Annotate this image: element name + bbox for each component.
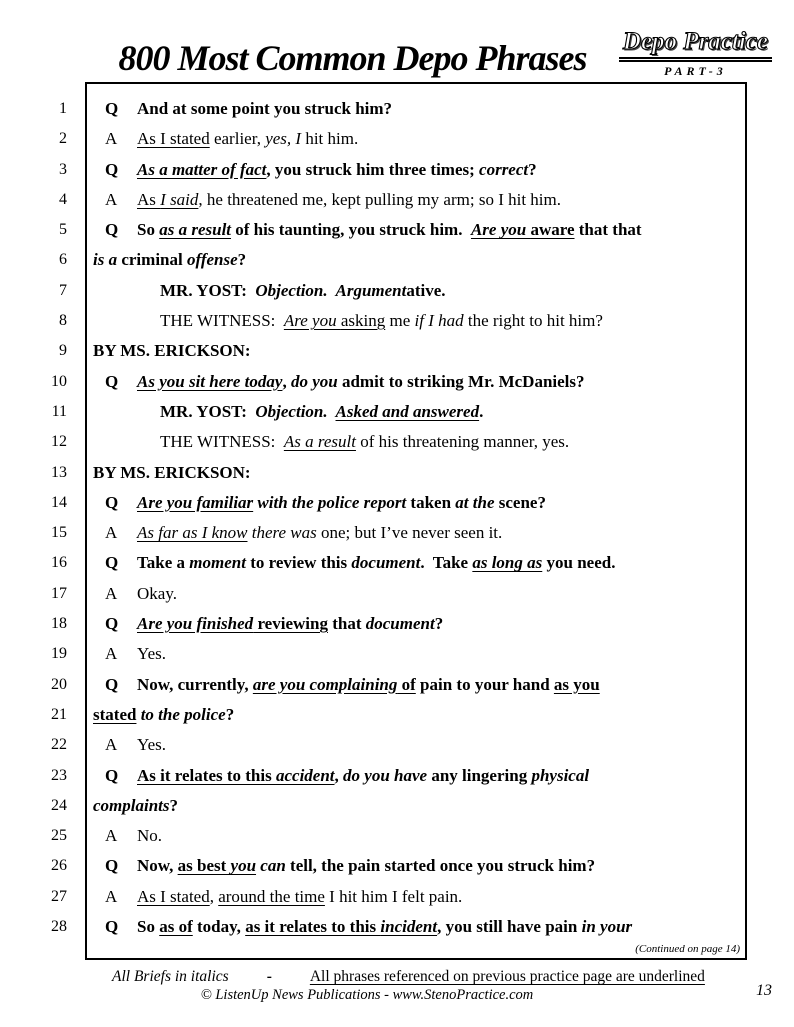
- qa-prefix: A: [105, 129, 118, 149]
- line-text: [85, 367, 794, 397]
- line-number: 18: [51, 615, 67, 633]
- line-text: [85, 185, 794, 215]
- text-segment: BY MS. ERICKSON:: [93, 462, 251, 482]
- text-segment: , you struck him three times;: [266, 159, 480, 179]
- line-number: 3: [59, 160, 67, 178]
- transcript-line: [0, 427, 794, 457]
- text-segment: MR. YOST:: [160, 280, 256, 300]
- text-segment: As a result: [283, 432, 356, 452]
- text-segment: asking: [340, 311, 386, 331]
- line-text: [85, 609, 794, 639]
- line-text: [85, 397, 794, 427]
- line-text: [85, 215, 794, 245]
- line-text: [85, 306, 794, 336]
- line-number: 2: [59, 130, 67, 148]
- text-segment: ?: [169, 795, 179, 815]
- text-segment: earlier,: [209, 129, 266, 149]
- transcript-line: [0, 124, 794, 154]
- text-segment: hit him.: [301, 129, 359, 149]
- logo-name: Depo Practice: [619, 28, 772, 62]
- transcript-line: [0, 488, 794, 518]
- text-segment: I said: [160, 189, 199, 209]
- text-segment: to the police: [136, 704, 226, 724]
- text-segment: the right to hit him?: [463, 311, 603, 331]
- text-segment: yes, I: [265, 129, 302, 149]
- footer-copyright: © ListenUp News Publications - www.StenoPractice.com: [200, 987, 534, 1004]
- text-segment: ,: [282, 371, 291, 391]
- qa-prefix: A: [105, 583, 118, 603]
- qa-prefix: Q: [105, 99, 119, 118]
- line-number: 7: [59, 281, 67, 299]
- line-text: [85, 851, 794, 881]
- text-segment: ,: [209, 886, 219, 906]
- text-segment: , he threatened me, kept pulling my arm; so I hit him.: [198, 189, 561, 209]
- transcript-line: [0, 245, 794, 275]
- text-segment: . Take: [420, 553, 473, 573]
- text-segment: aware: [530, 220, 575, 240]
- text-segment: Yes.: [137, 644, 166, 664]
- qa-prefix: A: [105, 735, 118, 755]
- qa-prefix: A: [105, 886, 118, 906]
- transcript-line: [0, 306, 794, 336]
- text-segment: reviewing: [253, 614, 328, 634]
- line-text: [85, 791, 794, 821]
- transcript-line: [0, 639, 794, 669]
- text-segment: as it relates to this: [245, 917, 381, 937]
- transcript-line: [0, 761, 794, 791]
- text-segment: So: [137, 917, 160, 937]
- text-segment: Now,: [137, 856, 178, 876]
- text-segment: pain to your hand: [415, 674, 554, 694]
- text-segment: accident: [275, 765, 335, 785]
- transcript-line: [0, 94, 794, 124]
- page-number: 13: [756, 982, 772, 1000]
- line-text: [85, 579, 794, 609]
- qa-prefix: Q: [105, 371, 119, 391]
- text-segment: As: [137, 189, 161, 209]
- page-title: 800 Most Common Depo Phrases: [118, 38, 587, 78]
- text-segment: you need.: [542, 553, 616, 573]
- footer-underline-note: All phrases referenced on previous practice page are underlined: [309, 968, 705, 986]
- transcript-area: [0, 82, 794, 960]
- text-segment: with the police report: [253, 492, 407, 512]
- text-segment: as of: [159, 917, 193, 937]
- line-number: 28: [51, 918, 67, 936]
- transcript-line: [0, 670, 794, 700]
- text-segment: as best: [177, 856, 231, 876]
- transcript-line: [0, 609, 794, 639]
- text-segment: scene?: [494, 492, 546, 512]
- text-segment: Are you familiar: [137, 492, 254, 512]
- text-segment: As a matter of fact: [137, 159, 267, 179]
- text-segment: MR. YOST:: [160, 401, 256, 421]
- text-segment: tell, the pain started once you struck him?: [285, 856, 596, 876]
- transcript-line: [0, 912, 794, 942]
- line-number: 15: [51, 524, 67, 542]
- qa-prefix: Q: [105, 856, 119, 876]
- line-number: 14: [51, 493, 67, 511]
- transcript-line: [0, 155, 794, 185]
- text-segment: ative.: [406, 280, 446, 300]
- text-segment: do you have: [343, 765, 428, 785]
- line-number: 9: [59, 342, 67, 360]
- text-segment: incident: [380, 917, 438, 937]
- text-segment: at the: [455, 492, 495, 512]
- transcript-line: [0, 821, 794, 851]
- line-number: 26: [51, 857, 67, 875]
- text-segment: taken: [406, 492, 456, 512]
- line-text: [85, 458, 794, 488]
- text-segment: today,: [192, 917, 246, 937]
- line-text: [85, 639, 794, 669]
- transcript-line: [0, 882, 794, 912]
- transcript-line: [0, 579, 794, 609]
- line-text: [85, 245, 794, 275]
- qa-prefix: A: [105, 189, 118, 209]
- qa-prefix: Q: [105, 553, 119, 573]
- line-text: [85, 518, 794, 548]
- text-segment: if I had: [414, 311, 464, 331]
- line-number: 20: [51, 675, 67, 693]
- qa-prefix: A: [105, 826, 118, 846]
- text-segment: of his threatening manner, yes.: [355, 432, 570, 452]
- text-segment: there was: [247, 523, 317, 543]
- text-segment: correct: [479, 159, 529, 179]
- text-segment: any lingering: [427, 765, 532, 785]
- text-segment: as long as: [472, 553, 543, 573]
- line-text: [85, 427, 794, 457]
- qa-prefix: Q: [105, 492, 119, 512]
- text-segment: As you sit here today: [137, 371, 283, 391]
- text-segment: you: [230, 856, 257, 876]
- text-segment: So: [137, 220, 160, 240]
- text-segment: document: [351, 553, 421, 573]
- text-segment: is a: [93, 250, 118, 270]
- line-text: [85, 336, 794, 366]
- line-number: 13: [51, 463, 67, 481]
- text-segment: As I stated: [137, 886, 210, 906]
- text-segment: ?: [225, 704, 235, 724]
- line-text: [85, 912, 794, 942]
- line-number: 17: [51, 584, 67, 602]
- text-segment: ?: [528, 159, 537, 179]
- text-segment: I hit him I felt pain.: [324, 886, 463, 906]
- text-segment: criminal: [117, 250, 187, 270]
- line-number: 10: [51, 372, 67, 390]
- transcript-line: [0, 730, 794, 760]
- transcript-line: [0, 548, 794, 578]
- line-number: 12: [51, 433, 67, 451]
- text-segment: THE WITNESS:: [160, 311, 284, 331]
- text-segment: that that: [574, 220, 642, 240]
- text-segment: one; but I’ve never seen it.: [316, 523, 503, 543]
- text-segment: BY MS. ERICKSON:: [93, 341, 251, 361]
- logo-part-label: PART-3: [664, 64, 727, 78]
- transcript-line: [0, 367, 794, 397]
- transcript-line: [0, 791, 794, 821]
- qa-prefix: Q: [105, 674, 119, 694]
- text-segment: around the time: [218, 886, 325, 906]
- footer-separator: -: [266, 968, 272, 986]
- line-text: [85, 761, 794, 791]
- text-segment: that: [327, 614, 366, 634]
- text-segment: offense: [186, 250, 238, 270]
- line-text: [85, 730, 794, 760]
- text-segment: Objection. Argument: [255, 280, 407, 300]
- qa-prefix: Q: [105, 917, 119, 937]
- text-segment: in your: [581, 917, 633, 937]
- text-segment: No.: [137, 826, 163, 846]
- text-segment: physical: [531, 765, 590, 785]
- text-segment: complaints: [93, 795, 170, 815]
- qa-prefix: Q: [105, 765, 119, 785]
- text-segment: can: [256, 856, 286, 876]
- line-number: 6: [59, 251, 67, 269]
- text-segment: as a result: [159, 220, 232, 240]
- page-footer: [0, 968, 794, 1004]
- qa-prefix: Q: [105, 159, 119, 179]
- text-segment: As it relates to this: [137, 765, 276, 785]
- page-header: [0, 0, 794, 82]
- text-segment: of his taunting, you struck him.: [231, 220, 471, 240]
- transcript-line: [0, 700, 794, 730]
- text-segment: ,: [334, 765, 344, 785]
- footer-notes: [112, 968, 794, 986]
- text-segment: THE WITNESS:: [160, 432, 284, 452]
- transcript-line: [0, 397, 794, 427]
- line-text: [85, 882, 794, 912]
- qa-prefix: A: [105, 644, 118, 664]
- text-segment: moment: [189, 553, 246, 573]
- text-segment: Are you: [470, 220, 531, 240]
- qa-prefix: Q: [105, 614, 119, 634]
- line-number: 1: [59, 100, 67, 117]
- transcript-line: [0, 518, 794, 548]
- text-segment: me: [385, 311, 415, 331]
- line-text: [85, 276, 794, 306]
- depo-practice-logo: [619, 28, 772, 79]
- line-number: 22: [51, 736, 67, 754]
- text-segment: do you: [290, 371, 338, 391]
- line-text: [85, 94, 794, 124]
- continued-note: (Continued on page 14): [635, 943, 740, 956]
- line-text: [85, 155, 794, 185]
- line-number: 11: [51, 402, 67, 420]
- text-segment: Asked and answered: [335, 401, 480, 421]
- text-segment: Take a: [137, 553, 190, 573]
- qa-prefix: Q: [105, 220, 119, 240]
- text-segment: ?: [434, 614, 444, 634]
- text-segment: .: [479, 401, 484, 421]
- transcript-line: [0, 215, 794, 245]
- line-text: [85, 548, 794, 578]
- transcript-line: [0, 276, 794, 306]
- text-segment: are you complaining: [252, 674, 398, 694]
- transcript-rows: [0, 94, 794, 942]
- line-number: 24: [51, 796, 67, 814]
- text-segment: Okay.: [137, 583, 177, 603]
- line-text: [85, 700, 794, 730]
- text-segment: As I stated: [137, 129, 210, 149]
- line-number: 5: [59, 221, 67, 239]
- line-number: 16: [51, 554, 67, 572]
- line-number: 8: [59, 312, 67, 330]
- line-number: 23: [51, 766, 67, 784]
- text-segment: As far as I know: [137, 523, 248, 543]
- text-segment: Now, currently,: [137, 674, 253, 694]
- text-segment: Yes.: [137, 735, 166, 755]
- text-segment: ?: [237, 250, 247, 270]
- text-segment: Are you finished: [137, 614, 254, 634]
- line-text: [85, 124, 794, 154]
- transcript-line: [0, 851, 794, 881]
- text-segment: stated: [93, 704, 137, 724]
- text-segment: Are you: [283, 311, 341, 331]
- text-segment: to review this: [245, 553, 352, 573]
- line-number: 21: [51, 705, 67, 723]
- transcript-line: [0, 336, 794, 366]
- text-segment: , you still have pain: [437, 917, 582, 937]
- text-segment: document: [365, 614, 435, 634]
- footer-briefs-note: All Briefs in italics: [112, 968, 229, 986]
- text-segment: Objection.: [255, 401, 336, 421]
- line-text: [85, 488, 794, 518]
- line-number: 4: [59, 190, 67, 208]
- text-segment: And at some point you struck him?: [137, 99, 393, 118]
- qa-prefix: A: [105, 523, 118, 543]
- line-number: 27: [51, 887, 67, 905]
- text-segment: as you: [553, 674, 600, 694]
- text-segment: admit to striking Mr. McDaniels?: [337, 371, 585, 391]
- transcript-line: [0, 185, 794, 215]
- line-number: 25: [51, 827, 67, 845]
- line-number: 19: [51, 645, 67, 663]
- transcript-line: [0, 458, 794, 488]
- line-text: [85, 821, 794, 851]
- text-segment: of: [397, 674, 416, 694]
- line-text: [85, 670, 794, 700]
